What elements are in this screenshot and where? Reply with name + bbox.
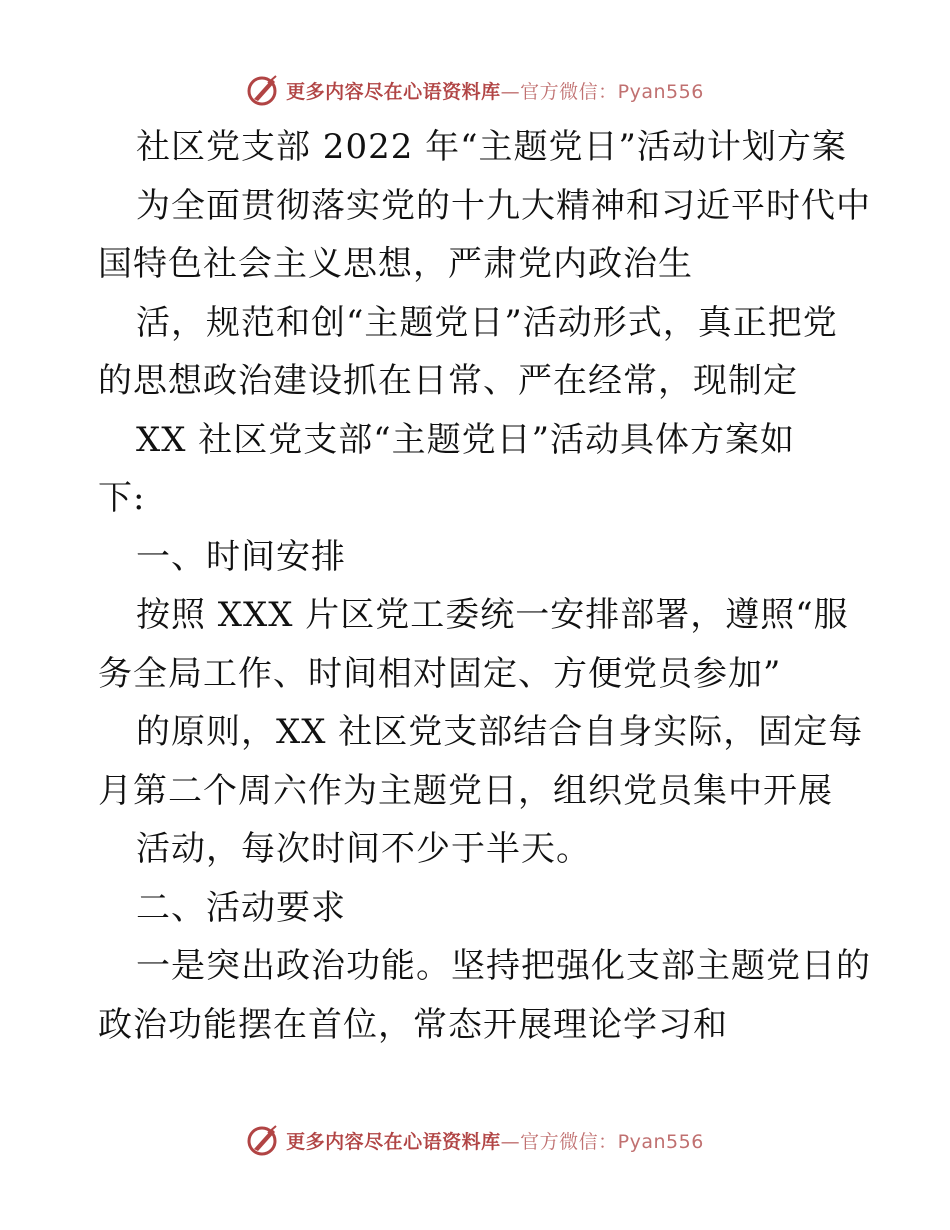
watermark-dash: — xyxy=(500,80,521,103)
feather-pen-logo-icon xyxy=(246,73,280,107)
paragraph-line: 为全面贯彻落实党的十九大精神和习近平时代中 xyxy=(136,185,871,226)
paragraph-line: 务全局工作、时间相对固定、方便党员参加” xyxy=(98,653,782,694)
section-heading-time: 一、时间安排 xyxy=(136,536,346,577)
paragraph-line: 一是突出政治功能。坚持把强化支部主题党日的 xyxy=(136,946,871,986)
paragraph-line: 按照 XXX 片区党工委统一安排部署，遵照“服 xyxy=(136,595,849,635)
paragraph-line: 月第二个周六作为主题党日，组织党员集中开展 xyxy=(98,770,833,811)
paragraph-line: 活动，每次时间不少于半天。 xyxy=(136,829,591,869)
paragraph-line: 活，规范和创“主题党日”活动形式，真正把党 xyxy=(136,302,838,343)
paragraph-line: 的原则，XX 社区党支部结合自身实际，固定每 xyxy=(136,712,864,752)
paragraph-line: 的思想政治建设抓在日常、严在经常，现制定 xyxy=(98,361,798,401)
paragraph-line: 下: xyxy=(98,478,146,518)
watermark-text xyxy=(286,77,704,104)
watermark-suffix-text: 官方微信：Pyan556 xyxy=(520,1130,704,1153)
watermark-text xyxy=(286,1127,704,1154)
paragraph-line: XX 社区党支部“主题党日”活动具体方案如 xyxy=(136,419,795,460)
watermark-banner-top xyxy=(0,70,950,110)
watermark-banner-bottom xyxy=(0,1120,950,1160)
watermark-main-text: 更多内容尽在心语资料库 xyxy=(286,1130,501,1153)
document-title: 社区党支部 2022 年“主题党日”活动计划方案 xyxy=(136,127,847,167)
paragraph-line: 国特色社会主义思想，严肃党内政治生 xyxy=(98,244,693,284)
paragraph-line: 政治功能摆在首位，常态开展理论学习和 xyxy=(98,1004,728,1045)
document-body xyxy=(98,118,871,1054)
feather-pen-logo-icon xyxy=(246,1123,280,1157)
section-heading-requirements: 二、活动要求 xyxy=(136,887,346,928)
watermark-main-text: 更多内容尽在心语资料库 xyxy=(286,80,501,103)
watermark-dash: — xyxy=(500,1130,521,1153)
watermark-suffix-text: 官方微信：Pyan556 xyxy=(520,80,704,103)
